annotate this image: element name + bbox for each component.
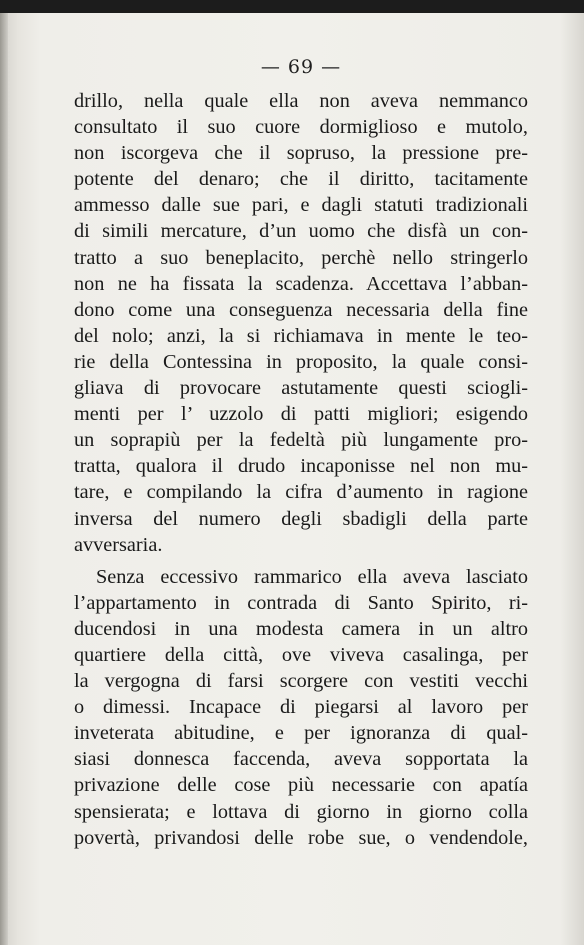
text-line: non ne ha fissata la scadenza. Accettava l’abban-: [74, 272, 528, 295]
text-line: quartiere della città, ove viveva casalinga, per: [74, 643, 528, 666]
text-line: drillo, nella quale ella non aveva nemmanco: [74, 90, 528, 112]
page-number: — 69 —: [260, 56, 342, 78]
text-line: l’appartamento in contrada di Santo Spirito, ri-: [74, 591, 528, 614]
text-line: inveterata abitudine, e per ignoranza di qual-: [74, 722, 528, 745]
text-line: dono come una conseguenza necessaria della fine: [74, 298, 528, 321]
text-line: privazione delle cose più necessarie con apatía: [74, 774, 528, 797]
paragraph-1: [74, 88, 528, 558]
text-line: gliava di provocare astutamente questi sciogli-: [74, 377, 528, 400]
body-text: [74, 88, 528, 851]
text-line: ammesso dalle sue pari, e dagli statuti tradizionali: [74, 194, 528, 217]
text-line: Senza eccessivo rammarico ella aveva lasciato: [96, 565, 528, 588]
scan-top-border: [0, 0, 584, 13]
text-line: del nolo; anzi, la si richiamava in mente le teo-: [74, 324, 528, 347]
text-line: siasi donnesca faccenda, aveva sopportata la: [74, 748, 528, 771]
binding-edge: [0, 13, 8, 945]
text-line: la vergogna di farsi scorgere con vestiti vecchi: [74, 670, 528, 693]
text-line: o dimessi. Incapace di piegarsi al lavoro per: [74, 696, 528, 719]
text-line: ducendosi in una modesta camera in un altro: [74, 617, 528, 640]
text-line: spensierata; e lottava di giorno in giorno colla: [74, 800, 528, 823]
text-line: tratta, qualora il drudo incaponisse nel non mu-: [74, 455, 528, 478]
text-line: potente del denaro; che il diritto, tacitamente: [74, 168, 528, 191]
text-line: di simili mercature, d’un uomo che disfà un con-: [74, 220, 528, 243]
text-line: un soprapiù per la fedeltà più lungamente pro-: [74, 429, 528, 452]
text-line: non iscorgeva che il sopruso, la pressione pre-: [74, 142, 528, 165]
text-line: consultato il suo cuore dormiglioso e mutolo,: [74, 116, 528, 139]
text-line: tratto a suo beneplacito, perchè nello stringerlo: [74, 246, 528, 269]
text-line: povertà, privandosi delle robe sue, o vendendole,: [74, 826, 528, 849]
text-line: menti per l’ uzzolo di patti migliori; esigendo: [74, 403, 528, 426]
text-line: inversa del numero degli sbadigli della parte: [74, 507, 528, 530]
paragraph-2: [74, 564, 528, 851]
text-line: tare, e compilando la cifra d’aumento in ragione: [74, 481, 528, 504]
text-line: rie della Contessina in proposito, la quale consi-: [74, 350, 528, 373]
text-line: avversaria.: [74, 533, 163, 556]
